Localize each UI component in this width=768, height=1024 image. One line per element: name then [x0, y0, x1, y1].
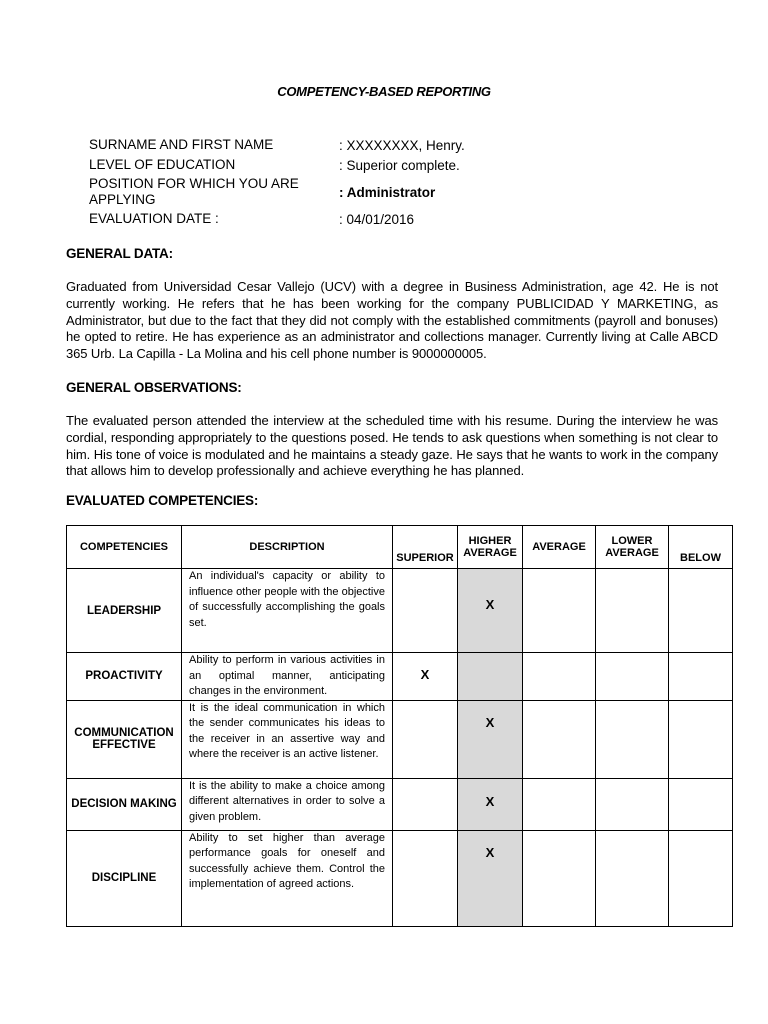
competency-name: DISCIPLINE — [67, 830, 182, 926]
general-data-text: Graduated from Universidad Cesar Vallejo (UCV) with a degree in Business Administration, age 42. He is not currently working. He refers that he has been working for the company PUBLICIDAD Y MARKETING, as Administrator, but due to the fact that they did not comply with the established commitments (payroll and bonuses) he opted to retire. He has experience as an administrator and collections manager. Currently living at Calle ABCD 365 Urb. La Capilla - La Molina and his cell phone number is 9000000005. — [66, 279, 718, 362]
mark-below — [669, 653, 733, 701]
header-higher-average: HIGHER AVERAGE — [458, 526, 523, 569]
header-competencies: COMPETENCIES — [67, 526, 182, 569]
surname-value: : XXXXXXXX, Henry. — [339, 137, 465, 153]
header-below: BELOW — [669, 526, 733, 569]
mark-lower-average — [596, 569, 669, 653]
mark-average — [523, 700, 596, 778]
table-row — [67, 778, 733, 830]
general-data-heading: GENERAL DATA: — [66, 246, 173, 261]
mark-superior: X — [393, 653, 458, 701]
mark-average — [523, 830, 596, 926]
header-superior: SUPERIOR — [393, 526, 458, 569]
info-row-position — [89, 175, 709, 209]
general-observations-heading: GENERAL OBSERVATIONS: — [66, 380, 242, 395]
mark-below — [669, 700, 733, 778]
mark-higher-average: X — [458, 778, 523, 830]
mark-higher-average — [458, 653, 523, 701]
competency-description: It is the ideal communication in which the sender communicates his ideas to the receiver in an assertive way and where the receiver is an active listener. — [182, 700, 393, 778]
competency-description: Ability to perform in various activities in an optimal manner, anticipating changes in the environment. — [182, 653, 393, 701]
table-row — [67, 830, 733, 926]
page-title: COMPETENCY-BASED REPORTING — [277, 84, 491, 99]
mark-average — [523, 778, 596, 830]
position-value: : Administrator — [339, 184, 436, 200]
education-value: : Superior complete. — [339, 157, 460, 173]
general-observations-text: The evaluated person attended the interview at the scheduled time with his resume. During the interview he was cordial, responding appropriately to the questions posed. He tends to ask questions when something is not clear to him. His tone of voice is modulated and he maintains a steady gaze. He says that he wants to work in the company that allows him to develop professionally and achieve everything he has planned. — [66, 413, 718, 479]
date-label: EVALUATION DATE : — [89, 211, 219, 226]
mark-superior — [393, 569, 458, 653]
header-lower-average: LOWER AVERAGE — [596, 526, 669, 569]
evaluated-competencies-heading: EVALUATED COMPETENCIES: — [66, 493, 259, 508]
competency-name: DECISION MAKING — [67, 778, 182, 830]
header-average: AVERAGE — [523, 526, 596, 569]
competency-name: PROACTIVITY — [67, 653, 182, 701]
mark-higher-average: X — [458, 830, 523, 926]
table-row — [67, 700, 733, 778]
mark-lower-average — [596, 700, 669, 778]
mark-below — [669, 830, 733, 926]
header-description: DESCRIPTION — [182, 526, 393, 569]
competency-name: LEADERSHIP — [67, 569, 182, 653]
mark-higher-average: X — [458, 700, 523, 778]
competency-description: An individual's capacity or ability to influence other people with the objective of successfully accomplishing the goals set. — [182, 569, 393, 653]
table-row — [67, 653, 733, 701]
surname-label: SURNAME AND FIRST NAME — [89, 137, 274, 152]
info-row-education — [89, 155, 709, 175]
education-label: LEVEL OF EDUCATION — [89, 157, 236, 172]
mark-superior — [393, 778, 458, 830]
mark-lower-average — [596, 653, 669, 701]
info-row-surname — [89, 135, 709, 155]
competencies-table — [66, 525, 733, 927]
applicant-info — [89, 135, 709, 229]
position-label: POSITION FOR WHICH YOU ARE APPLYING — [89, 176, 299, 207]
mark-lower-average — [596, 830, 669, 926]
competency-name: COMMUNICATION EFFECTIVE — [67, 700, 182, 778]
mark-superior — [393, 830, 458, 926]
mark-superior — [393, 700, 458, 778]
date-value: : 04/01/2016 — [339, 211, 415, 227]
competency-description: Ability to set higher than average performance goals for oneself and successfully achieve them. Control the implementation of agreed actions. — [182, 830, 393, 926]
mark-below — [669, 778, 733, 830]
competency-description: It is the ability to make a choice among different alternatives in order to solve a given problem. — [182, 778, 393, 830]
mark-average — [523, 569, 596, 653]
mark-average — [523, 653, 596, 701]
table-row — [67, 569, 733, 653]
mark-lower-average — [596, 778, 669, 830]
mark-higher-average: X — [458, 569, 523, 653]
table-header-row — [67, 526, 733, 569]
mark-below — [669, 569, 733, 653]
info-row-date — [89, 209, 709, 229]
